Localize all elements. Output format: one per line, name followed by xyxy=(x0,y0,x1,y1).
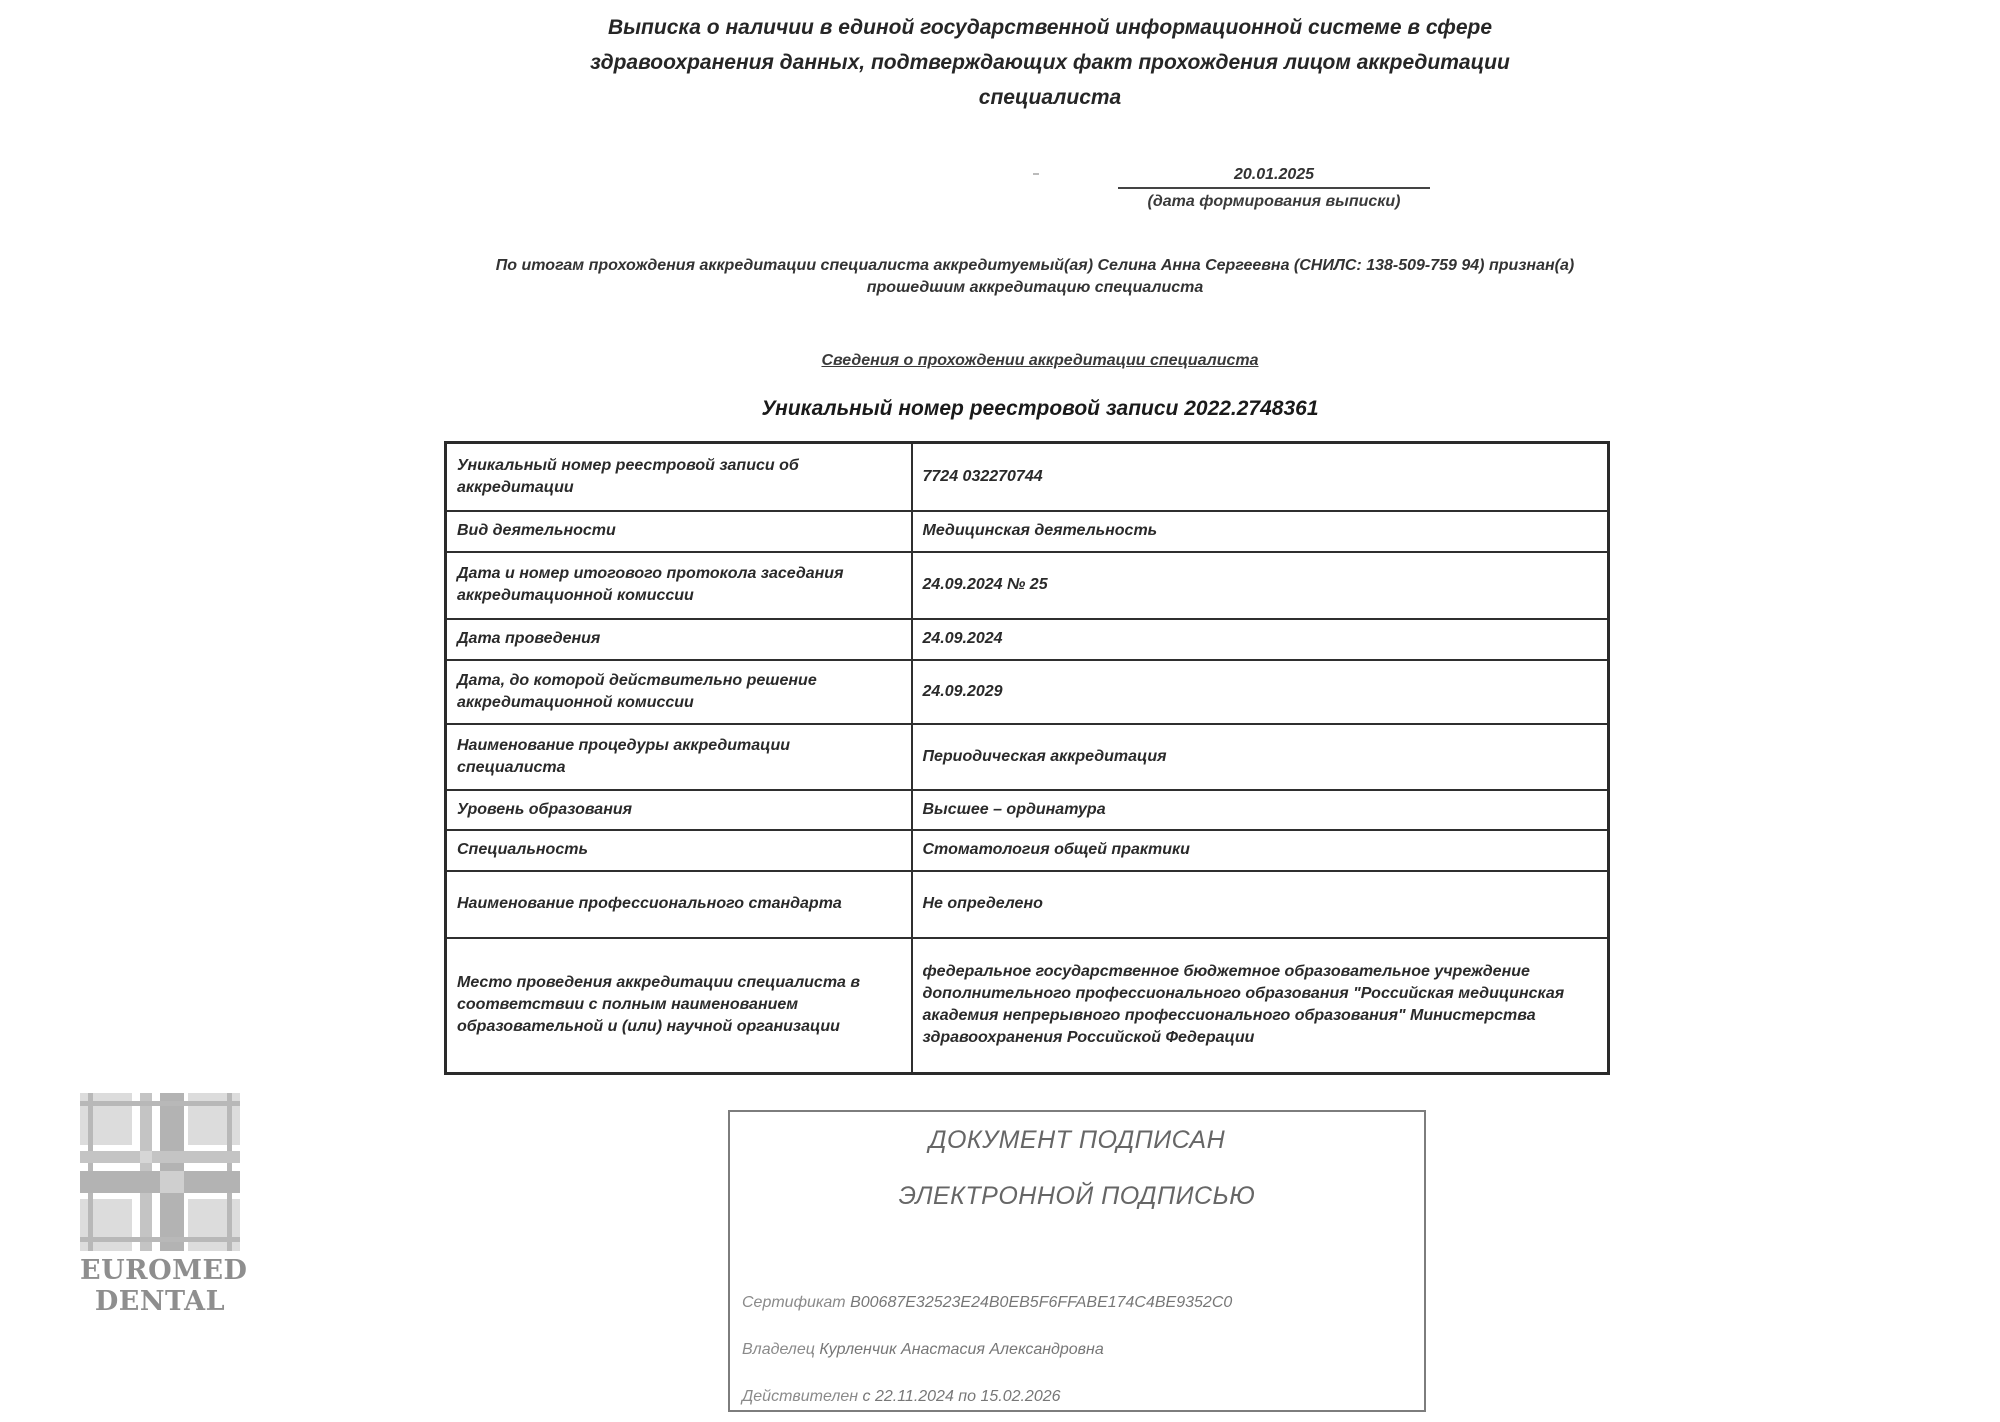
row-value: 7724 032270744 xyxy=(912,443,1609,511)
euromed-dental-logo xyxy=(80,1093,248,1317)
row-value: Не определено xyxy=(912,871,1609,938)
row-label: Дата и номер итогового протокола заседания аккредитационной комиссии xyxy=(446,552,912,619)
row-value: федеральное государственное бюджетное образовательное учреждение дополнительного профессионального образования "Российская медицинская академия непрерывного профессионального образования" Министерства здравоохранения Российской Федерации xyxy=(912,938,1609,1074)
certificate-line xyxy=(742,1294,1232,1312)
table-row xyxy=(446,552,1609,619)
registry-number-line: Уникальный номер реестровой записи 2022.2748361 xyxy=(761,397,1319,420)
table-row xyxy=(446,830,1609,871)
signature-heading-line2: ЭЛЕКТРОННОЙ ПОДПИСЬЮ xyxy=(898,1182,1256,1210)
row-label: Вид деятельности xyxy=(446,511,912,552)
row-value: Высшее – ординатура xyxy=(912,790,1609,830)
row-label: Наименование процедуры аккредитации специалиста xyxy=(446,724,912,790)
row-label: Дата, до которой действительно решение аккредитационной комиссии xyxy=(446,660,912,724)
row-value: 24.09.2029 xyxy=(912,660,1609,724)
accreditation-info-table xyxy=(444,441,1610,1075)
table-row xyxy=(446,660,1609,724)
formation-date-caption: (дата формирования выписки) xyxy=(1147,193,1401,210)
row-label: Уровень образования xyxy=(446,790,912,830)
validity-line xyxy=(742,1388,1061,1406)
formation-date: 20.01.2025 xyxy=(1118,165,1430,189)
table-row xyxy=(446,871,1609,938)
row-value: Медицинская деятельность xyxy=(912,511,1609,552)
formation-date-block xyxy=(1118,165,1430,213)
owner-line xyxy=(742,1341,1104,1359)
logo-wordmark xyxy=(80,1255,248,1317)
row-value: 24.09.2024 xyxy=(912,619,1609,660)
row-label: Наименование профессионального стандарта xyxy=(446,871,912,938)
row-label: Дата проведения xyxy=(446,619,912,660)
plaid-cross-logo-icon xyxy=(80,1093,240,1251)
owner-value: Курленчик Анастасия Александровна xyxy=(819,1341,1104,1358)
section-heading: Сведения о прохождении аккредитации специалиста xyxy=(821,352,1259,369)
table-row xyxy=(446,619,1609,660)
logo-text-dental: DENTAL xyxy=(94,1286,226,1317)
validity-value: с 22.11.2024 по 15.02.2026 xyxy=(862,1388,1061,1405)
row-value: Стоматология общей практики xyxy=(912,830,1609,871)
row-label: Уникальный номер реестровой записи об аккредитации xyxy=(446,443,912,511)
table-row xyxy=(446,790,1609,830)
table-row xyxy=(446,443,1609,511)
table-row xyxy=(446,511,1609,552)
table-row xyxy=(446,938,1609,1074)
validity-label: Действителен xyxy=(742,1388,859,1405)
certificate-label: Сертификат xyxy=(742,1294,846,1311)
certificate-value: B00687E32523E24B0EB5F6FFABE174C4BE9352C0 xyxy=(850,1294,1233,1311)
row-label: Место проведения аккредитации специалиста в соответствии с полным наименованием образовательной и (или) научной организации xyxy=(446,938,912,1074)
logo-text-euromed: EUROMED xyxy=(80,1255,248,1286)
row-value: 24.09.2024 № 25 xyxy=(912,552,1609,619)
signature-heading-line1: ДОКУМЕНТ ПОДПИСАН xyxy=(928,1126,1226,1154)
row-label: Специальность xyxy=(446,830,912,871)
table-row xyxy=(446,724,1609,790)
intro-paragraph: По итогам прохождения аккредитации специалиста аккредитуемый(ая) Селина Анна Сергеевна (СНИЛС: 138-509-759 94) признан(а) прошедшим аккредитацию специалиста xyxy=(495,257,1575,296)
row-value: Периодическая аккредитация xyxy=(912,724,1609,790)
electronic-signature-stamp xyxy=(728,1110,1426,1412)
scan-artifact xyxy=(1033,173,1039,175)
owner-label: Владелец xyxy=(742,1341,815,1358)
document-title: Выписка о наличии в единой государственной информационной системе в сфере здравоохранения данных, подтверждающих факт прохождения лицом аккредитации специалиста xyxy=(590,16,1510,109)
